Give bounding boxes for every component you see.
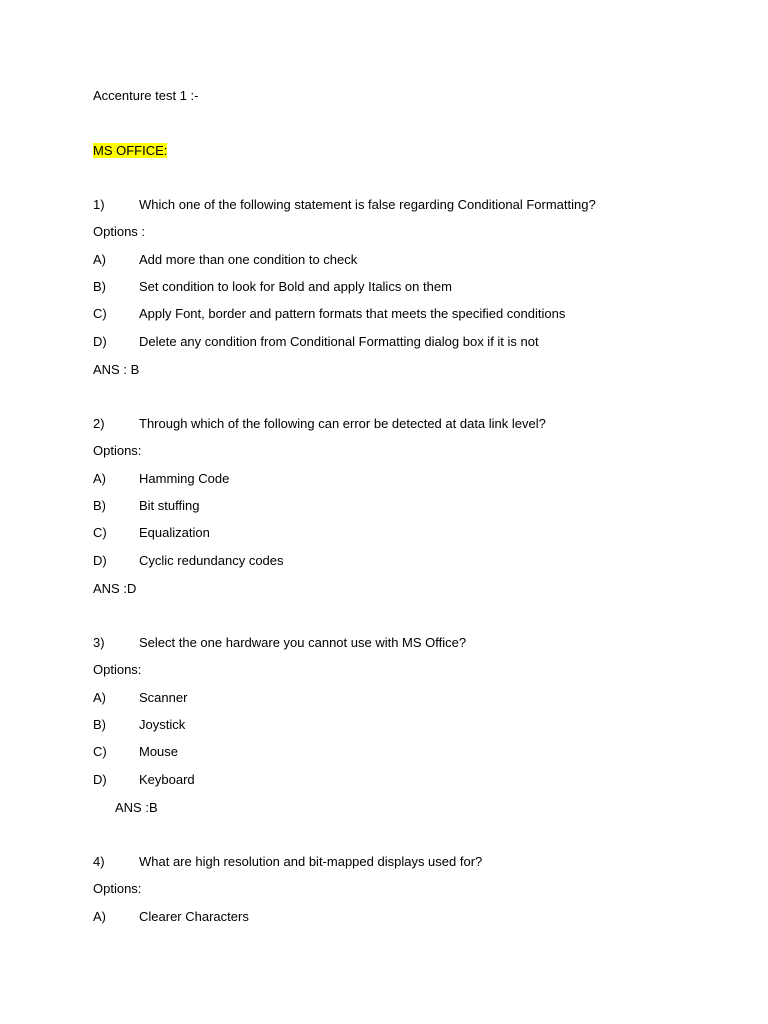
- question-3-option-d-letter: D): [93, 772, 107, 787]
- question-2-option-a-text: Hamming Code: [139, 471, 230, 486]
- question-3-answer: ANS :B: [115, 800, 158, 815]
- question-1-option-c-text: Apply Font, border and pattern formats that meets the specified conditions: [139, 306, 566, 321]
- question-3-option-c-text: Mouse: [139, 744, 179, 759]
- question-1-text: Which one of the following statement is false regarding Conditional Formatting?: [139, 197, 596, 212]
- question-3-option-c-letter: C): [93, 744, 107, 759]
- question-1-option-d-text: Delete any condition from Conditional Formatting dialog box if it is not: [139, 334, 539, 349]
- question-4-number: 4): [93, 854, 105, 869]
- question-1-option-c-letter: C): [93, 306, 107, 321]
- question-1-option-b-text: Set condition to look for Bold and apply Italics on them: [139, 279, 452, 294]
- question-3-option-b-letter: B): [93, 717, 106, 732]
- question-2-option-b-text: Bit stuffing: [139, 498, 200, 513]
- question-1-option-a-text: Add more than one condition to check: [139, 252, 358, 267]
- question-3-option-a-letter: A): [93, 690, 106, 705]
- question-2-number: 2): [93, 416, 105, 431]
- question-1-options-label: Options :: [93, 224, 146, 239]
- question-2-option-d-text: Cyclic redundancy codes: [139, 553, 284, 568]
- question-1-option-d-letter: D): [93, 334, 107, 349]
- question-3-option-d-text: Keyboard: [139, 772, 195, 787]
- question-2-answer: ANS :D: [93, 581, 137, 596]
- question-3-option-a-text: Scanner: [139, 690, 188, 705]
- question-3-text: Select the one hardware you cannot use with MS Office?: [139, 635, 467, 650]
- question-2-option-c-letter: C): [93, 525, 107, 540]
- question-3-number: 3): [93, 635, 105, 650]
- question-2-options-label: Options:: [93, 443, 142, 458]
- question-2-text: Through which of the following can error be detected at data link level?: [139, 416, 546, 431]
- question-4-option-a-letter: A): [93, 909, 106, 924]
- question-4-options-label: Options:: [93, 881, 142, 896]
- question-1-option-b-letter: B): [93, 279, 106, 294]
- question-2-option-a-letter: A): [93, 471, 106, 486]
- question-4-option-a-text: Clearer Characters: [139, 909, 249, 924]
- question-4-text: What are high resolution and bit-mapped displays used for?: [139, 854, 483, 869]
- question-1-option-a-letter: A): [93, 252, 106, 267]
- question-2-option-c-text: Equalization: [139, 525, 210, 540]
- section-heading: [93, 143, 167, 159]
- document-title: Accenture test 1 :-: [93, 88, 199, 103]
- question-1-answer: ANS : B: [93, 362, 140, 377]
- question-2-option-b-letter: B): [93, 498, 106, 513]
- question-1-number: 1): [93, 197, 105, 212]
- section-heading-text: MS OFFICE:: [93, 143, 168, 158]
- question-2-option-d-letter: D): [93, 553, 107, 568]
- question-3-options-label: Options:: [93, 662, 142, 677]
- question-3-option-b-text: Joystick: [139, 717, 186, 732]
